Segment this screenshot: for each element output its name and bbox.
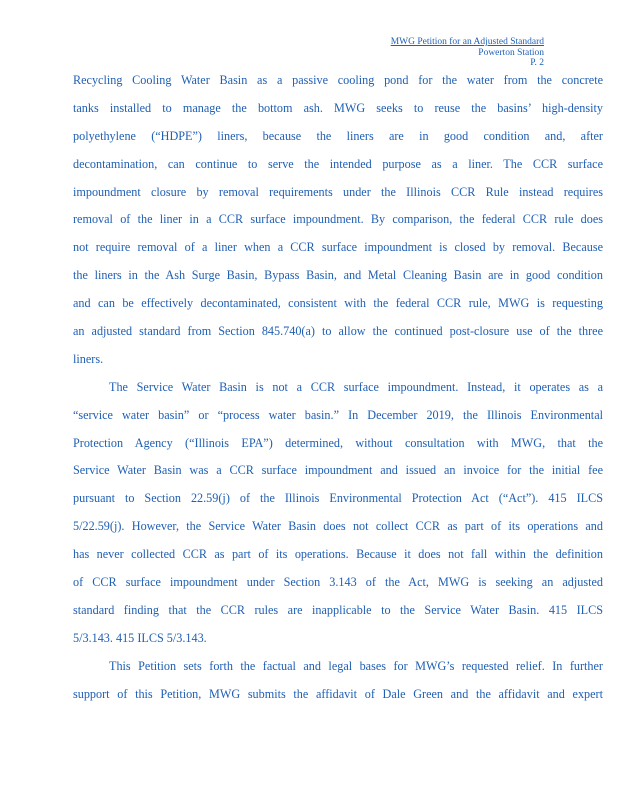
text-line: decontamination, can continue to serve the intended purpose as a liner. The CCR surface bbox=[73, 156, 603, 171]
text-line: support of this Petition, MWG submits the affidavit of Dale Green and the affidavit and expert bbox=[73, 686, 603, 701]
paragraph-1 bbox=[73, 67, 603, 374]
text-line: “service water basin” or “process water basin.” In December 2019, the Illinois Environmental bbox=[73, 407, 603, 422]
text-line: The Service Water Basin is not a CCR surface impoundment. Instead, it operates as a bbox=[109, 379, 603, 394]
text-line: the liners in the Ash Surge Basin, Bypass Basin, and Metal Cleaning Basin are in good condition bbox=[73, 268, 603, 283]
header-station: Powerton Station bbox=[478, 47, 544, 58]
text-line: removal of the liner in a CCR surface impoundment. By comparison, the federal CCR rule does bbox=[73, 212, 603, 227]
text-line: 5/3.143. 415 ILCS 5/3.143. bbox=[73, 630, 207, 645]
text-line: impoundment closure by removal requirements under the Illinois CCR Rule instead requires bbox=[73, 184, 603, 199]
text-line: Service Water Basin was a CCR surface impoundment and issued an invoice for the initial fee bbox=[73, 463, 603, 478]
text-line: of CCR surface impoundment under Section 3.143 of the Act, MWG is seeking an adjusted bbox=[73, 575, 603, 590]
text-line: standard finding that the CCR rules are inapplicable to the Service Water Basin. 415 ILCS bbox=[73, 602, 603, 617]
text-line: not require removal of a liner when a CCR surface impoundment is closed by removal. Because bbox=[73, 240, 603, 255]
paragraph-2 bbox=[73, 374, 603, 653]
document-body bbox=[73, 67, 603, 709]
text-line: Recycling Cooling Water Basin as a passive cooling pond for the water from the concrete bbox=[73, 73, 603, 87]
header-title: MWG Petition for an Adjusted Standard bbox=[390, 37, 544, 47]
text-line: has never collected CCR as part of its operations. Because it does not fall within the definition bbox=[73, 547, 603, 562]
text-line: tanks installed to manage the bottom ash. MWG seeks to reuse the basins’ high-density bbox=[73, 100, 603, 115]
text-line: pursuant to Section 22.59(j) of the Illinois Environmental Protection Act (“Act”). 415 ILCS bbox=[73, 491, 603, 506]
text-line: an adjusted standard from Section 845.740(a) to allow the continued post-closure use of the three bbox=[73, 324, 603, 339]
text-line: liners. bbox=[73, 351, 104, 366]
paragraph-3 bbox=[73, 653, 603, 709]
page-header bbox=[391, 37, 544, 69]
text-line: polyethylene (“HDPE”) liners, because the liners are in good condition and, after bbox=[73, 128, 603, 143]
text-line: 5/22.59(j). However, the Service Water Basin does not collect CCR as part of its operations and bbox=[73, 519, 603, 534]
header-page-number: P. 2 bbox=[530, 58, 544, 68]
text-line: This Petition sets forth the factual and legal bases for MWG’s requested relief. In further bbox=[109, 658, 603, 673]
text-line: Protection Agency (“Illinois EPA”) determined, without consultation with MWG, that the bbox=[73, 435, 603, 450]
text-line: and can be effectively decontaminated, consistent with the federal CCR rule, MWG is requesting bbox=[73, 296, 603, 311]
